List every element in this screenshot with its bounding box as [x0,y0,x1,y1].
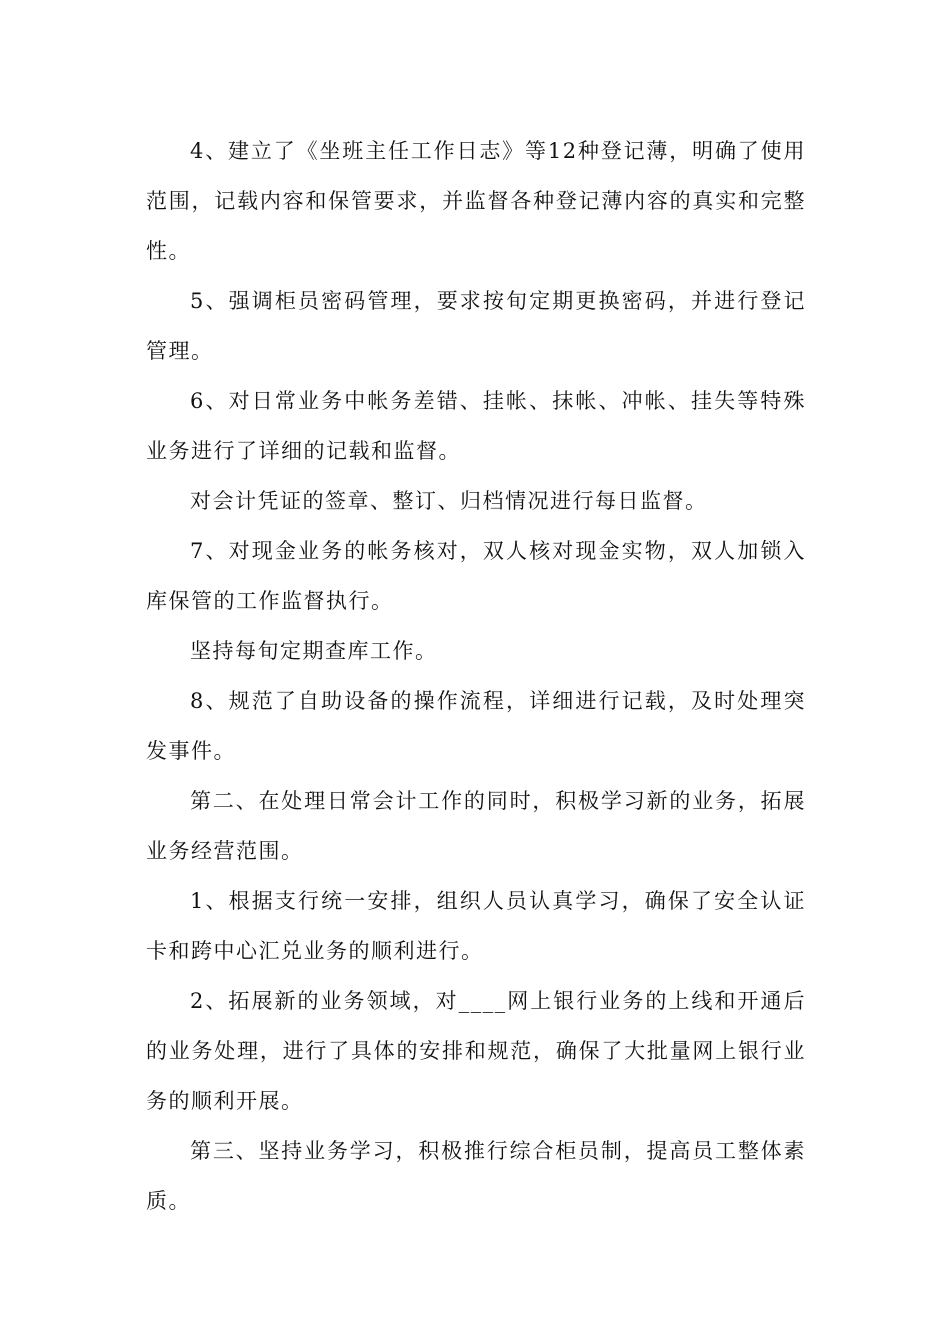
paragraph-item-8: 8、规范了自助设备的操作流程，详细进行记载，及时处理突发事件。 [146,689,806,763]
paragraph-item-4: 4、建立了《坐班主任工作日志》等12种登记薄，明确了使用范围，记载内容和保管要求，并监督各种登记薄内容的真实和完整性。 [146,139,806,263]
paragraph-vault-check: 坚持每旬定期查库工作。 [190,639,438,663]
paragraph-section-two-item-2: 2、拓展新的业务领域，对____网上银行业务的上线和开通后的业务处理，进行了具体的安排和规范，确保了大批量网上银行业务的顺利开展。 [146,989,806,1113]
paragraph-section-two: 第二、在处理日常会计工作的同时，积极学习新的业务，拓展业务经营范围。 [146,789,806,863]
paragraph-item-6: 6、对日常业务中帐务差错、挂帐、抹帐、冲帐、挂失等特殊业务进行了详细的记载和监督。 [146,389,806,463]
paragraph-section-three: 第三、坚持业务学习，积极推行综合柜员制，提高员工整体素质。 [146,1139,806,1213]
paragraph-item-7: 7、对现金业务的帐务核对，双人核对现金实物，双人加锁入库保管的工作监督执行。 [146,539,806,613]
document-body [146,126,806,1226]
paragraph-section-two-item-1: 1、根据支行统一安排，组织人员认真学习，确保了安全认证卡和跨中心汇兑业务的顺利进行。 [146,889,806,963]
paragraph-voucher-supervision: 对会计凭证的签章、整订、归档情况进行每日监督。 [190,489,708,513]
paragraph-item-5: 5、强调柜员密码管理，要求按旬定期更换密码，并进行登记管理。 [146,289,806,363]
